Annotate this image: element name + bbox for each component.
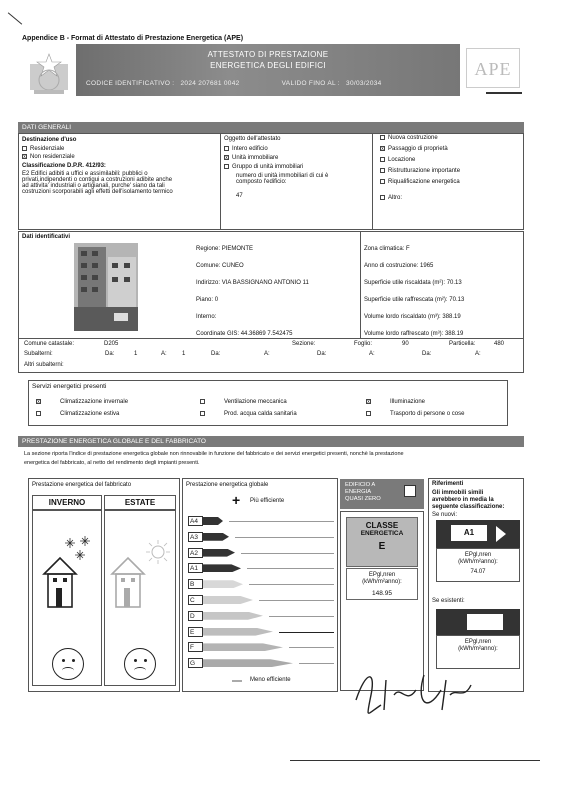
performance-intro-1: La sezione riporta l'indice di prestazione energetica globale non rinnovabile in funzione del fabbricato e dei servizi energetici presenti, nonchè la prestazione [24, 451, 404, 457]
class-scale [188, 516, 336, 676]
class-row-g [188, 658, 336, 668]
class-arrow-c [203, 596, 253, 604]
class-row-f [188, 642, 336, 652]
appendix-title: Appendice B - Format di Attestato di Prestazione Energetica (APE) [22, 35, 244, 42]
motivo-locazione[interactable]: Locazione [380, 157, 522, 163]
estate-header: ESTATE [104, 495, 176, 510]
classe-value: E [378, 541, 386, 552]
class-text-2: privati,indipendenti o contigui a costruzioni adibite anche [22, 177, 173, 184]
class-row-a1 [188, 563, 336, 573]
minus-icon [232, 680, 242, 682]
class-label-f: F [188, 642, 203, 652]
motivo-riqualificazione[interactable]: Riqualificazione energetica [380, 179, 522, 185]
servizi-title: Servizi energetici presenti [32, 383, 107, 390]
winter-house-icon [40, 530, 100, 614]
interno-row: Interno: [196, 314, 217, 320]
anno-row: Anno di costruzione: 1965 [364, 263, 434, 269]
class-arrow-a1 [203, 564, 241, 572]
units-text-2: composto l'edificio: [236, 179, 287, 186]
class-arrow-e [203, 628, 273, 636]
motivo-block [378, 133, 524, 203]
indirizzo-row: Indirizzo: VIA BASSIGNANO ANTONIO 11 [196, 280, 309, 286]
class-arrow-f [203, 643, 283, 651]
class-guide-line [259, 600, 334, 601]
servizi-col1 [36, 396, 128, 420]
building-photo [74, 243, 138, 331]
servizio-trasporto[interactable]: Trasporto di persone o cose [366, 408, 464, 420]
class-label-a2: A2 [188, 548, 203, 558]
oggetto-intero[interactable]: Intero edificio [224, 146, 369, 152]
nuovi-arrow-icon [496, 526, 506, 542]
inverno-header: INVERNO [32, 495, 102, 510]
nzeb-checkbox [404, 485, 416, 497]
esistenti-class-label [466, 613, 504, 631]
motivo-passaggio[interactable]: x Passaggio di proprietà [381, 146, 448, 153]
class-row-d [188, 611, 336, 621]
class-row-c [188, 595, 336, 605]
code-line [86, 80, 382, 87]
dest-residenziale[interactable]: Residenziale [22, 146, 218, 152]
performance-intro-2: energetica del fabbricato, al netto del rendimento degli impianti presenti. [24, 460, 200, 466]
zona-row: Zona climatica: F [364, 246, 410, 252]
sup-risc-row: Superficie utile riscaldata (m²): 70.13 [364, 280, 462, 286]
class-arrow-g [203, 659, 293, 667]
servizi-col3 [366, 396, 464, 420]
class-row-e [188, 627, 336, 637]
class-guide-line [269, 616, 334, 617]
servizio-clima-invernale[interactable]: x Climatizzazione invernale [37, 398, 129, 405]
comune-row: Comune: CUNEO [196, 263, 244, 269]
republic-emblem [24, 50, 74, 102]
class-arrow-a4 [203, 517, 223, 525]
esistenti-label: Se esistenti: [432, 598, 465, 604]
globale-title: Prestazione energetica globale [186, 482, 269, 488]
class-guide-line [229, 521, 334, 522]
class-text-3: ad attivita' industriali o artigianali, purche' siano da tali [22, 183, 165, 190]
class-label-c: C [188, 595, 203, 605]
logo-underline [486, 92, 522, 94]
class-guide-line [241, 553, 334, 554]
class-guide-line [235, 537, 334, 538]
section-performance: PRESTAZIONE ENERGETICA GLOBALE E DEL FABBRICATO [18, 436, 524, 447]
valid-label: VALIDO FINO AL : [281, 80, 340, 87]
class-title: Classificazione D.P.R. 412/93: [22, 163, 106, 170]
ape-logo: APE [466, 48, 520, 88]
class-arrow-a2 [203, 549, 235, 557]
class-label-g: G [188, 658, 203, 668]
oggetto-title: Oggetto dell'attestato [224, 136, 281, 142]
catasto-row1: Comune catastale: D205 Sezione: Foglio: 90 Particella: 480 [24, 341, 505, 347]
class-guide-line [299, 663, 334, 664]
class-arrow-d [203, 612, 263, 620]
nuovi-epgl: EPgl,nren (kWh/m²anno): 74.07 [436, 548, 520, 582]
identificativi-right [364, 241, 464, 343]
class-row-b [188, 579, 336, 589]
plus-icon: + [232, 492, 241, 508]
vol-risc-row: Volume lordo riscaldato (m³): 388.19 [364, 314, 461, 320]
motivo-ristrutturazione[interactable]: Ristrutturazione importante [380, 168, 522, 174]
esistenti-epgl: EPgl,nren (kWh/m²anno): [436, 635, 520, 669]
identificativi-left [196, 241, 309, 343]
oggetto-block [220, 133, 373, 230]
fabbricato-title: Prestazione energetica del fabbricato [32, 482, 132, 488]
riferimenti-block: Riferimenti Gli immobili simili avrebbero in media la seguente classificazione: Se nuovi: [432, 481, 505, 518]
code-value: 2024 207681 0042 [180, 80, 240, 87]
class-label-b: B [188, 579, 203, 589]
catasto-row3: Altri subalterni: [24, 362, 64, 368]
class-row-a4 [188, 516, 336, 526]
code-label: CODICE IDENTIFICATIVO : [86, 80, 175, 87]
header-title-line2: ENERGETICA DEGLI EDIFICI [210, 61, 326, 70]
class-label-d: D [188, 611, 203, 621]
class-label-a4: A4 [188, 516, 203, 526]
class-guide-line [279, 632, 334, 633]
class-arrow-a3 [203, 533, 229, 541]
class-row-a2 [188, 548, 336, 558]
nzeb-label: EDIFICIO A ENERGIA QUASI ZERO [340, 479, 424, 509]
servizio-illuminazione[interactable]: x Illuminazione [367, 398, 426, 405]
class-text-1: E2 Edifici adibiti a uffici e assimilabili: pubblici o [22, 171, 148, 178]
piu-efficiente-label: Più efficiente [250, 498, 285, 504]
class-guide-line [249, 584, 334, 585]
class-label-a1: A1 [188, 563, 203, 573]
servizio-ventilazione[interactable]: Ventilazione meccanica [200, 396, 297, 408]
sup-raff-row: Superficie utile raffrescata (m²): 70.13 [364, 297, 465, 303]
meno-efficiente-label: Meno efficiente [250, 677, 291, 683]
footer-line [290, 760, 540, 761]
class-label-e: E [188, 627, 203, 637]
piano-row: Piano: 0 [196, 297, 219, 303]
identificativi-divider [360, 231, 361, 339]
coord-row: Coordinate GIS: 44.36869 7.542475 [196, 331, 293, 337]
servizi-col2 [200, 396, 297, 420]
vol-raff-row: Volume lordo raffrescato (m³): 388.19 [364, 331, 464, 337]
corner-mark [8, 12, 22, 24]
class-arrow-b [203, 580, 243, 588]
class-guide-line [289, 647, 334, 648]
regione-row: Regione: PIEMONTE [196, 246, 254, 252]
winter-sad-face-icon [52, 648, 84, 680]
units-value: 47 [236, 193, 243, 200]
dest-non-residenziale[interactable]: x Non residenziale [23, 154, 75, 161]
nuovi-class-label: A1 [450, 524, 488, 542]
epgl-box: EPgl,nren (kWh/m²anno): 148.95 [346, 568, 418, 600]
header-band [76, 44, 460, 96]
identificativi-title: Dati identificativi [22, 234, 71, 240]
class-label-a3: A3 [188, 532, 203, 542]
header-title-line1: ATTESTATO DI PRESTAZIONE [207, 50, 329, 59]
oggetto-unita[interactable]: x Unità immobiliare [225, 155, 279, 162]
classe-panel: CLASSE ENERGETICA E [346, 517, 418, 567]
epgl-value: 148.95 [372, 590, 392, 597]
signature [346, 660, 476, 720]
summer-house-icon [108, 530, 172, 614]
destinazione-title: Destinazione d'uso [22, 137, 77, 143]
motivo-altro[interactable]: Altro: [380, 195, 522, 201]
catasto-row2: Subalterni: Da: 1 A: 1 Da: A: Da: A: Da: A: [24, 351, 481, 357]
summer-sad-face-icon [124, 648, 156, 680]
class-guide-line [247, 568, 334, 569]
servizio-acqua-calda[interactable]: Prod. acqua calda sanitaria [200, 408, 297, 420]
units-text-1: numero di unità immobiliari di cui è [236, 173, 329, 180]
class-row-a3 [188, 532, 336, 542]
oggetto-gruppo[interactable]: Gruppo di unità immobiliari [224, 164, 369, 170]
destinazione-block [22, 137, 218, 195]
section-general: DATI GENERALI [18, 122, 524, 133]
motivo-nuova[interactable]: Nuova costruzione [380, 135, 522, 141]
valid-value: 30/03/2034 [346, 80, 382, 87]
class-text-4: costruzioni scorporabili agli effetti dell'isolamento termico [22, 189, 173, 196]
servizio-clima-estiva[interactable]: Climatizzazione estiva [36, 408, 128, 420]
